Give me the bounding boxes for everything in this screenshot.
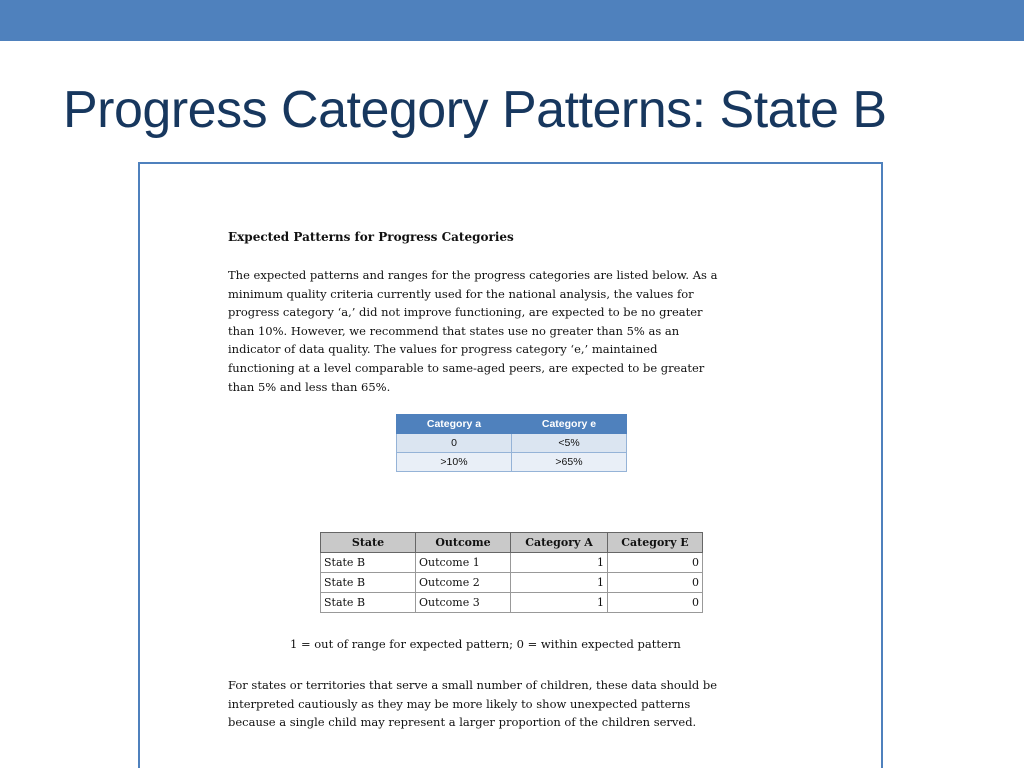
expected-patterns-table xyxy=(396,414,627,472)
table-cell: 0 xyxy=(608,593,703,613)
paragraph-line: functioning at a level comparable to same-aged peers, are expected to be greater xyxy=(228,360,705,375)
table-cell: Outcome 2 xyxy=(416,573,511,593)
top-accent-bar xyxy=(0,0,1024,41)
table-cell: State B xyxy=(321,573,416,593)
paragraph-line: because a single child may represent a larger proportion of the children served. xyxy=(228,715,697,730)
paragraph-line: progress category ‘a,’ did not improve functioning, are expected to be no greater xyxy=(228,305,703,320)
paragraph-line: The expected patterns and ranges for the progress categories are listed below. As a xyxy=(228,268,718,282)
intro-paragraph xyxy=(228,266,717,396)
table-cell: Outcome 3 xyxy=(416,593,511,613)
table-cell: >10% xyxy=(397,453,512,472)
table-cell: >65% xyxy=(512,453,627,472)
table-row xyxy=(397,434,627,453)
table-row xyxy=(397,453,627,472)
legend-note: 1 = out of range for expected pattern; 0 = within expected pattern xyxy=(290,637,681,651)
table-cell: 1 xyxy=(511,573,608,593)
header-category-e: Category e xyxy=(512,415,627,434)
slide-title: Progress Category Patterns: State B xyxy=(63,81,887,139)
header-outcome: Outcome xyxy=(416,533,511,553)
paragraph-line: minimum quality criteria currently used for the national analysis, the values for xyxy=(228,286,694,301)
table-cell: 0 xyxy=(397,434,512,453)
table-row xyxy=(321,553,703,573)
header-category-a: Category a xyxy=(397,415,512,434)
table-cell: 0 xyxy=(608,553,703,573)
table-cell: 1 xyxy=(511,553,608,573)
table-row xyxy=(321,573,703,593)
table-cell: State B xyxy=(321,553,416,573)
document-frame xyxy=(138,162,883,768)
table-cell: 0 xyxy=(608,573,703,593)
paragraph-line: interpreted cautiously as they may be more likely to show unexpected patterns xyxy=(228,696,691,711)
caution-paragraph xyxy=(228,676,717,732)
table-cell: State B xyxy=(321,593,416,613)
header-category-a: Category A xyxy=(511,533,608,553)
header-state: State xyxy=(321,533,416,553)
paragraph-line: For states or territories that serve a small number of children, these data should be xyxy=(228,678,718,692)
document-heading: Expected Patterns for Progress Categories xyxy=(228,230,514,244)
table-cell: <5% xyxy=(512,434,627,453)
table-row xyxy=(321,593,703,613)
paragraph-line: than 5% and less than 65%. xyxy=(228,379,391,394)
table-cell: 1 xyxy=(511,593,608,613)
table-header-row xyxy=(397,415,627,434)
paragraph-line: indicator of data quality. The values for progress category ‘e,’ maintained xyxy=(228,342,658,357)
header-category-e: Category E xyxy=(608,533,703,553)
table-header-row xyxy=(321,533,703,553)
paragraph-line: than 10%. However, we recommend that states use no greater than 5% as an xyxy=(228,323,680,338)
state-results-table xyxy=(320,532,703,613)
table-cell: Outcome 1 xyxy=(416,553,511,573)
